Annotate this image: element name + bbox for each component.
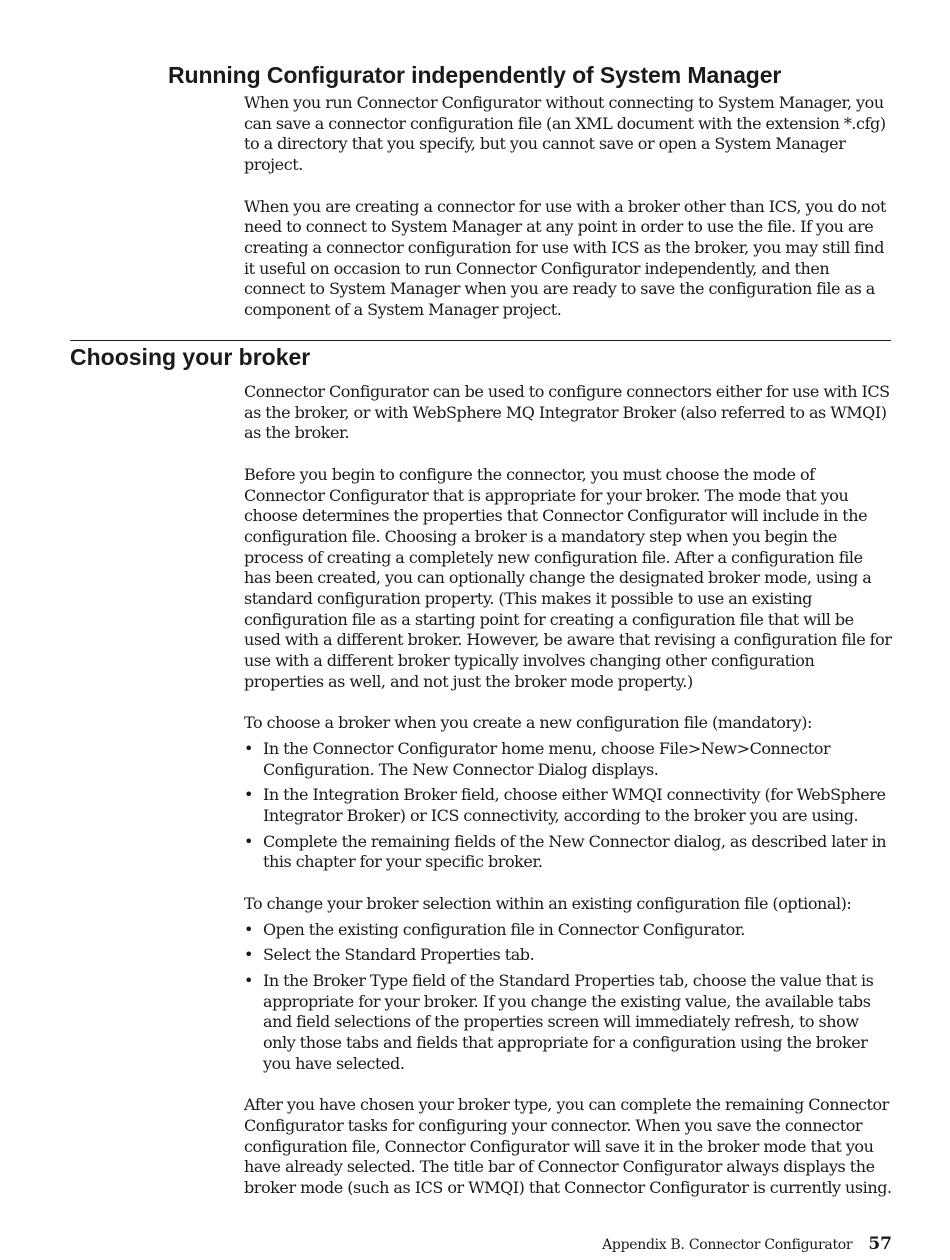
- paragraph: When you run Connector Configurator without connecting to System Manager, you can save a connector configuration file (an XML document with the extension *.cfg) to a directory that you specify, but you cannot save or open a System Manager project.: [244, 93, 886, 175]
- closing-paragraph: After you have chosen your broker type, you can complete the remaining Connector Configurator tasks for configuring your connector. When you save the connector configuration file, Connector Configurator will save it in the broker mode that you have already selected. The title bar of Connector Configurator always displays the broker mode (such as ICS or WMQI) that Connector Configurator is currently using.: [244, 1095, 892, 1197]
- section-body: [244, 382, 892, 1219]
- list-item: • In the Integration Broker field, choose either WMQI connectivity (for WebSphere Integrator Broker) or ICS connectivity, according to the broker you are using.: [244, 785, 892, 826]
- list-item: • Open the existing configuration file in Connector Configurator.: [244, 920, 892, 941]
- choose-intro: To choose a broker when you create a new configuration file (mandatory):: [244, 713, 812, 733]
- section-heading: Choosing your broker: [70, 344, 311, 370]
- subsection-body: [244, 93, 892, 341]
- page-footer: [602, 1234, 892, 1254]
- subsection-heading: Running Configurator independently of System Manager: [168, 62, 782, 88]
- choose-steps-list: [244, 739, 892, 873]
- paragraph: Connector Configurator can be used to configure connectors either for use with ICS as the broker, or with WebSphere MQ Integrator Broker (also referred to as WMQI) as the broker.: [244, 382, 890, 443]
- list-item: • Select the Standard Properties tab.: [244, 945, 892, 966]
- list-item: • In the Connector Configurator home menu, choose File>New>Connector Configuration. The New Connector Dialog displays.: [244, 739, 892, 780]
- list-item: • In the Broker Type field of the Standard Properties tab, choose the value that is appropriate for your broker. If you change the existing value, the available tabs and field selections of the properties screen will immediately refresh, to show only those tabs and fields that appropriate for a configuration using the broker you have selected.: [244, 971, 892, 1075]
- paragraph: Before you begin to configure the connector, you must choose the mode of Connector Configurator that is appropriate for your broker. The mode that you choose determines the properties that Connector Configurator will include in the configuration file. Choosing a broker is a mandatory step when you begin the process of creating a completely new configuration file. After a configuration file has been created, you can optionally change the designated broker mode, using a standard configuration property. (This makes it possible to use an existing configuration file as a starting point for creating a configuration file that will be used with a different broker. However, be aware that revising a configuration file for use with a different broker typically involves changing other configuration properties as well, and not just the broker mode property.): [244, 464, 892, 691]
- list-item: • Complete the remaining fields of the New Connector dialog, as described later in this chapter for your specific broker.: [244, 832, 892, 873]
- change-steps-list: [244, 920, 892, 1075]
- page-number: 57: [868, 1234, 892, 1254]
- change-intro: To change your broker selection within an existing configuration file (optional):: [244, 893, 852, 913]
- paragraph: When you are creating a connector for use with a broker other than ICS, you do not need to connect to System Manager at any point in order to use the file. If you are creating a connector configuration for use with ICS as the broker, you may still find it useful on occasion to run Connector Configurator independently, and then connect to System Manager when you are ready to save the configuration file as a component of a System Manager project.: [244, 196, 886, 320]
- footer-label: Appendix B. Connector Configurator: [602, 1237, 853, 1253]
